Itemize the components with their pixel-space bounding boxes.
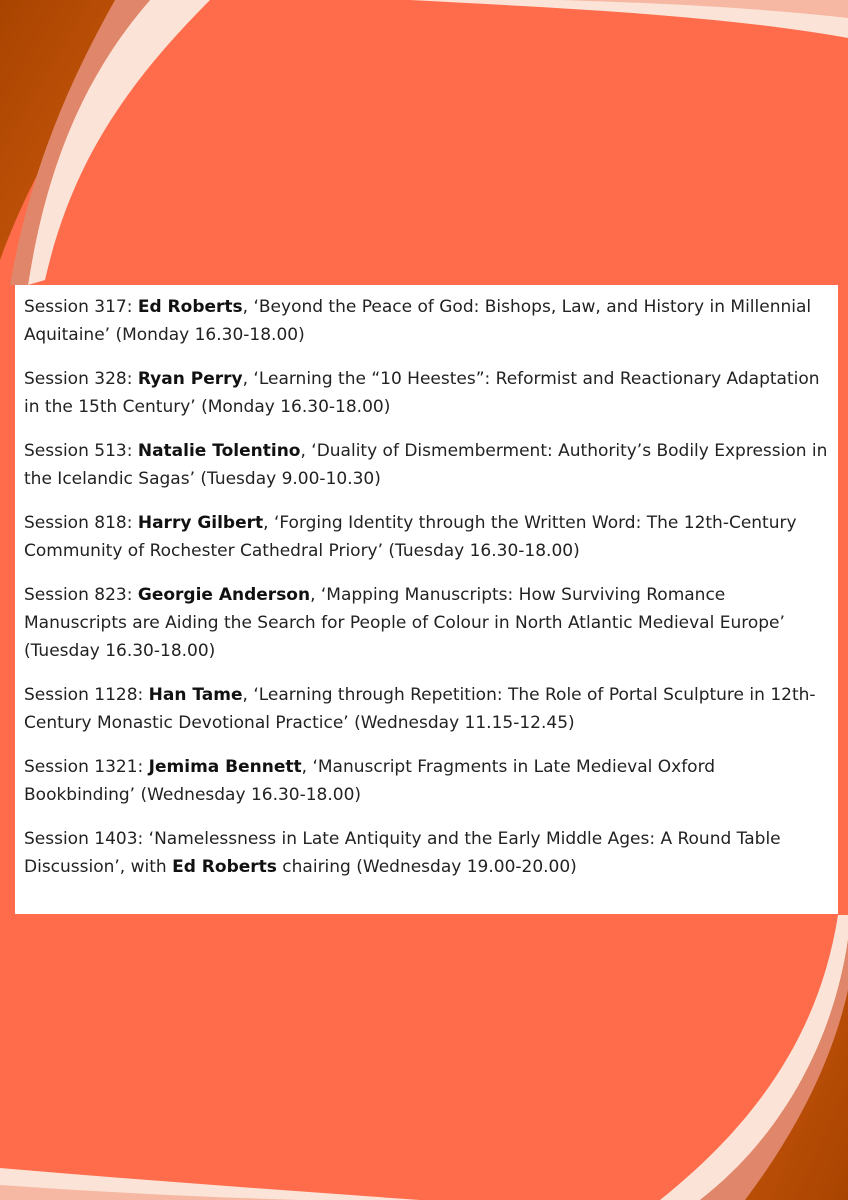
speaker-name: Han Tame xyxy=(148,685,243,705)
session-list-panel xyxy=(15,285,838,914)
session-entry: Session 317: Ed Roberts, ‘Beyond the Peace of God: Bishops, Law, and History in Millennial Aquitaine’ (Monday 16.30-18.00) xyxy=(24,297,812,345)
session-entry: Session 513: Natalie Tolentino, ‘Duality of Dismemberment: Authority’s Bodily Expression in the Icelandic Sagas’ (Tuesday 9.00-10.30) xyxy=(24,441,828,489)
speaker-name: Jemima Bennett xyxy=(148,757,302,777)
speaker-name: Harry Gilbert xyxy=(137,513,264,533)
session-entry: Session 823: Georgie Anderson, ‘Mapping Manuscripts: How Surviving Romance Manuscripts are Aiding the Search for People of Colour in North Atlantic Medieval Europe’ (Tuesday 16.30-18.00) xyxy=(24,585,785,661)
speaker-name: Ryan Perry xyxy=(137,369,243,389)
speaker-name: Ed Roberts xyxy=(137,297,243,317)
session-entry: Session 1403: ‘Namelessness in Late Antiquity and the Early Middle Ages: A Round Table Discussion’, with Ed Roberts chairing (Wednesday 19.00-20.00) xyxy=(24,829,781,877)
session-entry: Session 818: Harry Gilbert, ‘Forging Identity through the Written Word: The 12th-Century Community of Rochester Cathedral Priory’ (Tuesday 16.30-18.00) xyxy=(24,513,797,561)
speaker-name: Georgie Anderson xyxy=(137,585,311,605)
session-entry: Session 1128: Han Tame, ‘Learning through Repetition: The Role of Portal Sculpture in 12th-Century Monastic Devotional Practice’ (Wednesday 11.15-12.45) xyxy=(24,685,816,733)
speaker-name: Natalie Tolentino xyxy=(137,441,301,461)
session-entry: Session 1321: Jemima Bennett, ‘Manuscript Fragments in Late Medieval Oxford Bookbinding’ (Wednesday 16.30-18.00) xyxy=(24,757,716,805)
session-entry: Session 328: Ryan Perry, ‘Learning the “10 Heestes”: Reformist and Reactionary Adaptation in the 15th Century’ (Monday 16.30-18.00) xyxy=(24,369,820,417)
speaker-name: Ed Roberts xyxy=(172,857,277,877)
